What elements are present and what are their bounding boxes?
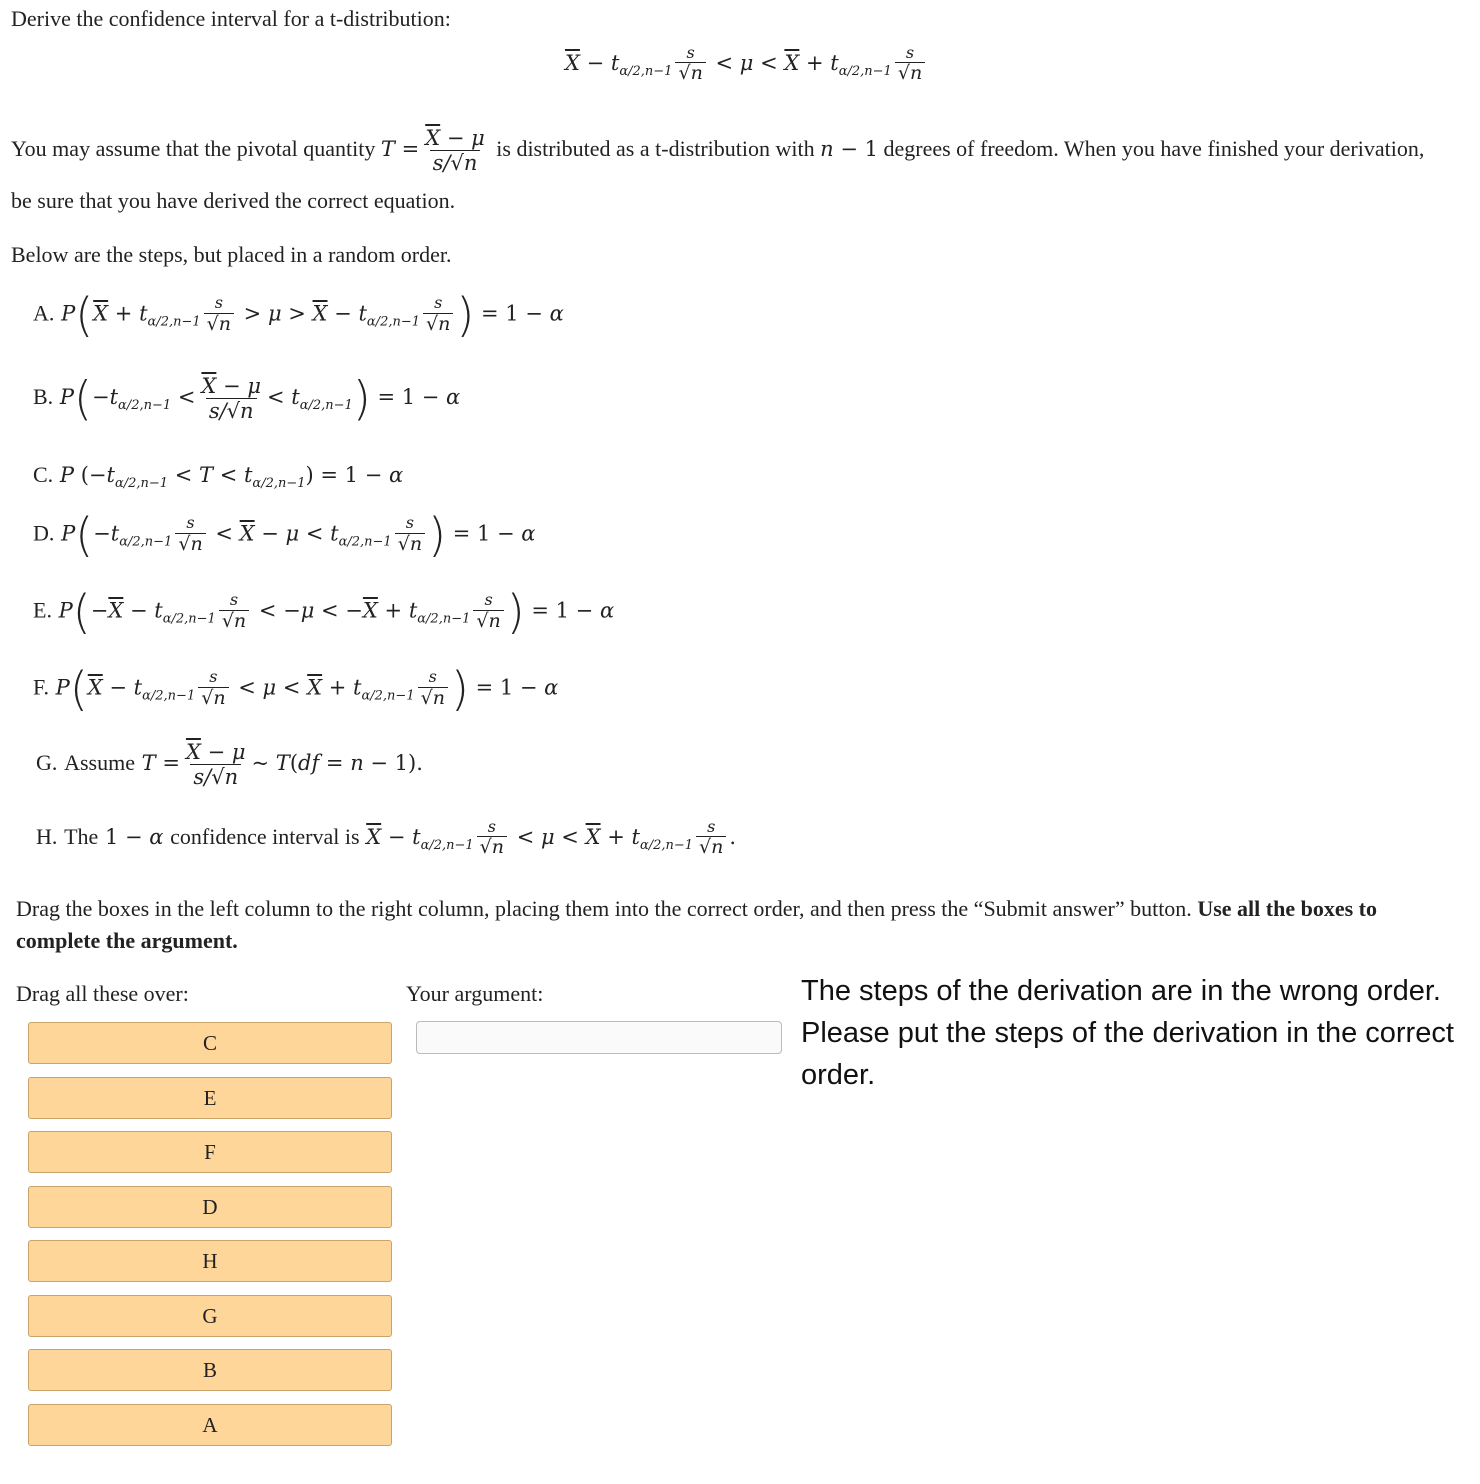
target-interval-equation: $\overline{X} - t_{\alpha/2,n-1}$ $\frac{s}{√n}$ < $\mu < \overline{X} + t_{\alpha/2,n-1}$ $\frac{s}{√n}$ bbox=[565, 44, 928, 85]
drag-box-g[interactable]: G bbox=[28, 1295, 392, 1337]
step-a: A. $P(\overline{X} + t_{\alpha/2,n-1}$ $\frac{s}{√n}$ > $\mu > \overline{X} - t_{\alpha/2,n-1}$ $\frac{s}{√n}$ ) = 1 − α bbox=[33, 288, 564, 342]
drag-box-e[interactable]: E bbox=[28, 1077, 392, 1119]
step-d: D. $P(-t_{\alpha/2,n-1}$ $\frac{s}{√n}$ < $\overline{X} - \mu < t_{\alpha/2,n-1}$ $\frac{s}{√n}$ ) = 1 − α bbox=[33, 508, 536, 562]
drag-instructions: Drag the boxes in the left column to the right column, placing them into the correct order, and then press the “Submit answer” button. Use all the boxes to complete the argument. bbox=[16, 896, 1377, 953]
target-column-title: Your argument: bbox=[406, 981, 544, 1006]
assumption-text: You may assume that the pivotal quantity T = $\frac{\overline{X} - \mu}{s/√n}$ is distributed as a t-distribution with n − 1 degrees of freedom. When you have finished your derivation, bbox=[11, 126, 1425, 176]
question-intro: Derive the confidence interval for a t-distribution: bbox=[11, 6, 451, 31]
drag-box-h[interactable]: H bbox=[28, 1240, 392, 1282]
drag-box-a[interactable]: A bbox=[28, 1404, 392, 1446]
feedback-message: The steps of the derivation are in the wrong order. Please put the steps of the derivation in the correct order. bbox=[801, 975, 1454, 1091]
random-order-note: Below are the steps, but placed in a random order. bbox=[11, 242, 452, 267]
argument-drop-zone[interactable] bbox=[416, 1021, 782, 1054]
drag-box-f[interactable]: F bbox=[28, 1131, 392, 1173]
assumption-text-line2: be sure that you have derived the correct equation. bbox=[11, 188, 456, 213]
drag-box-c[interactable]: C bbox=[28, 1022, 392, 1064]
drag-box-b[interactable]: B bbox=[28, 1349, 392, 1391]
step-h: H. The 1 − α confidence interval is $\overline{X} - t_{\alpha/2,n-1}$ $\frac{s}{√n}$ < $\mu < \overline{X} + t_{\alpha/2,n-1}$ $\frac{s}{√n}$ . bbox=[36, 817, 737, 859]
step-g: G. Assume T = $\frac{\overline{X} - \mu}{s/√n}$ ~ T(df = n − 1). bbox=[36, 740, 423, 790]
drag-box-d[interactable]: D bbox=[28, 1186, 392, 1228]
step-b: B. $P(-t_{\alpha/2,n-1}$ < $\frac{\overline{X} - \mu}{s/√n}$ < $t_{\alpha/2,n-1}) = 1 - \alpha$ bbox=[33, 371, 461, 426]
step-f: F. $P(\overline{X} - t_{\alpha/2,n-1}$ $\frac{s}{√n}$ < $\mu < \overline{X} + t_{\alpha/2,n-1}$ $\frac{s}{√n}$ ) = 1 − α bbox=[33, 662, 559, 716]
step-e: E. $P(-\overline{X} - t_{\alpha/2,n-1}$ $\frac{s}{√n}$ < $-\mu < -\overline{X} + t_{\alpha/2,n-1}$ $\frac{s}{√n}$ ) = 1 − α bbox=[33, 585, 615, 639]
source-column-title: Drag all these over: bbox=[16, 981, 189, 1006]
step-c: C. P $(-t_{\alpha/2,n-1} < T < t_{\alpha/2,n-1}) = 1 - \alpha$ bbox=[33, 462, 404, 491]
